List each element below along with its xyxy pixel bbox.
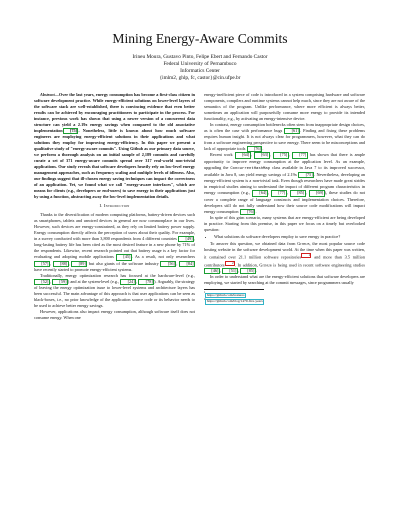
abstract-label: Abstract: [40, 91, 55, 97]
citation-link[interactable]: [64]: [252, 190, 268, 196]
citation-link[interactable]: [52]: [34, 279, 50, 285]
citation-link[interactable]: [69]: [309, 190, 325, 196]
abstract-text: Over the last years, energy consumption has become a first-class citizen in software development practice. While energy-efficient solutions on lower-level layers of the software stack are well-established, there is convincing evidence that even better results can be achieved by encouraging practitioners to participate in the process. For instance, previous work has shown that using a newer version of a concurrent data structure can yield a 2.19x energy savings when compared to the old associative implementation: [34, 91, 195, 133]
para-text: ,: [49, 278, 53, 284]
citation-link[interactable]: [45]: [116, 254, 132, 260]
citation-link[interactable]: [61]: [284, 128, 300, 134]
right-paragraph-2: [204, 122, 365, 153]
intro-paragraph-3: However, applications also impact energy consumption, although software itself does not consume energy. When one: [34, 309, 195, 321]
citation-link[interactable]: [78]: [138, 279, 154, 285]
citation-link[interactable]: [75]: [273, 152, 289, 158]
para-text: have recently started to promote energy-efficient systems.: [34, 266, 133, 272]
para-text: ,: [286, 190, 290, 196]
para-text: Thanks to the diversification of modern computing platforms, battery-driven devices such as smartphones, tablets and unwired devices in general are now commonplace in our lives. However, such devices are energy-constrained, as they rely on limited battery power supply. Energy consumption directly affects the perception of users about their quality. For example, in a survey conducted with more than 3,800 respondents from 4 different countries: [34, 211, 195, 241]
footnote-number: 2: [204, 297, 206, 301]
para-text: ,: [176, 260, 180, 266]
affiliation-department: Informatics Center: [180, 68, 220, 75]
para-text: .: [262, 146, 264, 152]
para-text: ), these studies do not cover a complete range of language constructs and implementation choices. Therefore, developers still do not fully understand how their source code modifications will impact energy consumption: [204, 190, 366, 214]
para-text: is being used in recent software engineering studies: [271, 262, 365, 267]
para-text: ,: [219, 268, 222, 274]
para-text: ,: [305, 190, 309, 196]
citation-link[interactable]: [59]: [52, 279, 68, 285]
para-text: ,: [267, 190, 271, 196]
para-text: ,: [237, 268, 240, 274]
abstract: [34, 92, 195, 201]
citation-link[interactable]: [46]: [204, 268, 220, 274]
citation-link[interactable]: [89]: [71, 261, 87, 267]
citation-link[interactable]: [88]: [53, 261, 69, 267]
abstract-dash: —: [54, 91, 59, 97]
para-text: but also giants of the software industry: [87, 260, 161, 266]
para-text: ). Arguably, the strategy of leaving the energy optimization issue to lower-level systems and architecture layers has been successful. The main advantage of this approach is that user applications can be seen as black-boxes, i.e., no prior knowledge of the application source code or its behavior needs to be used to achieve better energy savings.: [34, 278, 196, 309]
citation-link[interactable]: [85]: [290, 190, 306, 196]
para-text: ,: [68, 260, 72, 266]
para-text: ,: [269, 152, 273, 158]
citation-link[interactable]: [51]: [222, 268, 238, 274]
affiliation-emails: {imlm2, ghlp, fc, castor}@cin.ufpe.br: [159, 75, 241, 82]
para-text: . Finding and fixing these problems requires human insight. It is not always clear for programmers, however, what they can do from a software engineering perspective to save energy. There seem to be misconceptions and lack of appropriate tools: [204, 127, 365, 152]
citation-link[interactable]: [24]: [120, 279, 136, 285]
para-text: ,: [250, 152, 254, 158]
citation-link[interactable]: [75]: [63, 128, 79, 134]
para-text: ,: [136, 278, 139, 284]
right-paragraph-3: [204, 152, 365, 215]
citation-link[interactable]: [64]: [235, 152, 251, 158]
two-column-body: [34, 92, 366, 322]
para-text: .: [255, 208, 257, 214]
para-text: . Nevertheless, developing an energy-efficient system is a non-trivial task. Even though researchers have made great strides in empirical studies aiming to understand the impact of different program characteristics in energy consumption (e.g.,: [204, 172, 365, 196]
para-text: has shown that there is ample opportunity to improve energy consumption at the application level. As an example, upgrading the: [204, 152, 366, 170]
citation-link[interactable]: [49]: [178, 236, 194, 242]
para-text: . In addition,: [234, 262, 260, 267]
footnote-link[interactable]: 2: [225, 261, 235, 266]
section-heading-introduction: I. Introduction: [99, 203, 130, 209]
research-question-item: • What solutions do software developers employ to save energy in practice?: [214, 234, 365, 240]
citation-link[interactable]: [77]: [292, 152, 308, 158]
code-class-name: ConcurrentHashMap: [230, 166, 271, 171]
para-text: Traditionally, energy optimization research has focused at the hardware-level (e.g.,: [40, 272, 195, 278]
right-paragraph-1: energy-inefficient piece of code is introduced in a system comprising hardware and software components, compilers and runtime systems cannot help much, since they are not aware of the semantics of the program. Unlike performance, where more efficient is always better, sometimes an application will purposefully consume more energy to provide its intended functionality, e.g., by activating an energy-intensive device.: [204, 91, 365, 121]
para-text: ,: [288, 152, 292, 158]
citation-link[interactable]: [77]: [271, 190, 287, 196]
footnote-url-link[interactable]: https://github.com/blog/1470-five-years: [206, 299, 263, 304]
abstract-text-cont: . Nonetheless, little is known about how much software engineers are employing energy-efficient solutions in their applications and what solutions they employ for improving energy-efficiency. In this paper we present a qualitative study of "energy-aware commits". Using Github as our primary data source, we perform a thorough analysis on an initial sample of 2,189 commits and carefully curate a set of 371 energy-aware commits spread over 317 real-world non-trivial applications. Our study reveals that software developers heavily rely on low-level energy management approaches, such as frequency scaling and multiple levels of idleness. Also, our findings suggest that ill-chosen energy saving techniques can impact the correctness of an application. Yet, we found what we call "energy-aware interfaces", which are means for clients (e.g., developers or end-users) to save energy in their applications just by using a function, abstracting away the low-level implementation details.: [34, 127, 195, 200]
para-text: and more than 3.5 million contributors: [204, 254, 365, 267]
intro-paragraph-1: [34, 212, 195, 273]
para-text: .: [255, 268, 257, 274]
footnote-2: [204, 298, 365, 305]
para-text: ,: [49, 260, 53, 266]
right-paragraph-4: In spite of this grim scenario, many systems that are energy-efficient are being developed in practice. Starting from this premise, in this paper we focus on a timely but overlooked question:: [204, 214, 365, 233]
author-list: Irineu Moura, Gustavo Pinto, Felipe Ebert and Fernando Castor: [132, 53, 268, 60]
citation-link[interactable]: [76]: [240, 209, 256, 215]
para-text: Recent work: [210, 152, 235, 158]
footnote-number: 1: [204, 290, 206, 295]
para-text: To answer this question, we obtained data from: [210, 241, 298, 247]
github-name: Github: [297, 241, 310, 247]
affiliation-institution: Federal University of Pernambuco: [163, 61, 237, 68]
para-text: ) and at the system-level (e.g.,: [67, 278, 121, 284]
right-column: [204, 92, 365, 322]
para-text: class available in Java 7 to its improved successor, available in Java 8, can yield energy savings of 2.19x: [204, 164, 365, 178]
citation-link[interactable]: [84]: [179, 261, 195, 267]
citation-link[interactable]: [63]: [254, 152, 270, 158]
citation-link[interactable]: [75]: [298, 172, 314, 178]
citation-link[interactable]: [85]: [240, 268, 256, 274]
footnote-1: [204, 291, 365, 298]
citation-link[interactable]: [76]: [247, 146, 263, 152]
github-name: Github: [259, 262, 272, 267]
paper-title: Mining Energy-Aware Commits: [112, 31, 288, 46]
intro-paragraph-2: [34, 273, 195, 309]
para-text: . As a result, not only researchers: [131, 254, 195, 260]
citation-link[interactable]: [57]: [34, 261, 50, 267]
citation-link[interactable]: [56]: [160, 261, 176, 267]
research-question-list: [204, 234, 365, 240]
left-column: [34, 92, 195, 322]
right-paragraph-6: In order to understand what are the energy-efficient solutions that software developers are employing, we started by searching at the commit messages, since programmers usually: [204, 274, 365, 286]
footnote-link[interactable]: 1: [301, 253, 311, 258]
footnote-url-link[interactable]: https://github.com/features: [206, 292, 245, 297]
para-text: , long-lasting battery life has been cited as the most desired feature in a new phone by 71% of the respondents. Likewise, recent research pointed out that battery usage is a key factor for evaluating and adopting mobile applications: [34, 235, 195, 260]
para-text: , the most popular source code hosting website in the software development world. At the time when this paper was written, it contained over 21.1 million software repositories: [204, 241, 365, 260]
para-text: In contrast, energy consumption bottlenecks often stem from inappropriate design choices, as is often the case with performance bugs: [204, 121, 365, 133]
right-paragraph-5: [204, 241, 365, 274]
